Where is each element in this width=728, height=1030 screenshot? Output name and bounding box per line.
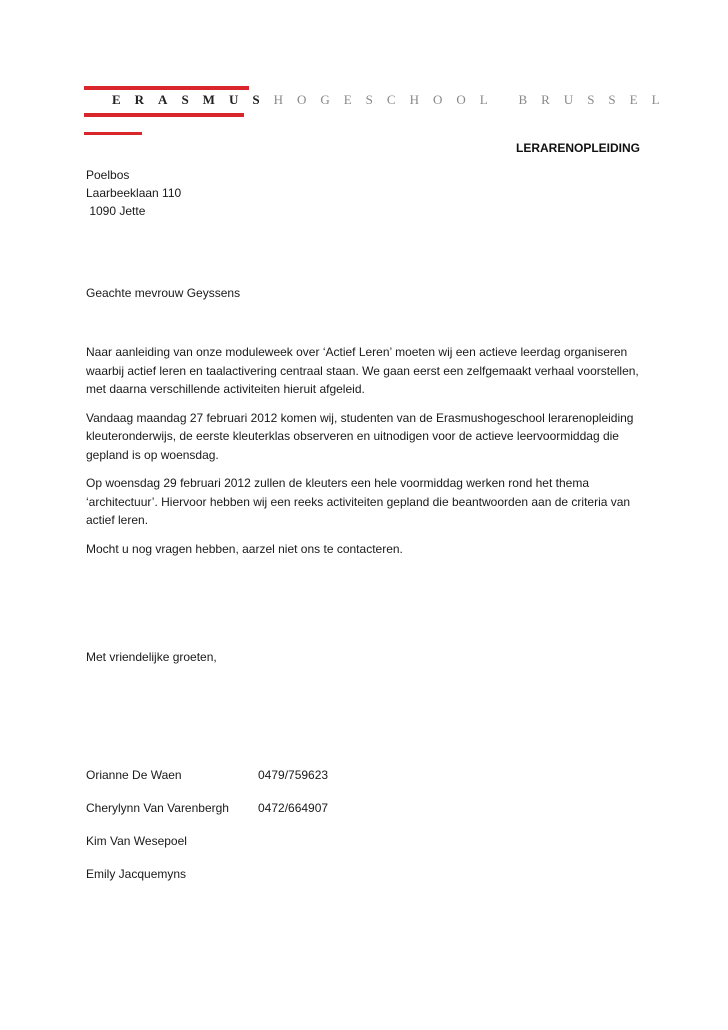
logo-erasmus-text: ERASMUS <box>112 92 274 107</box>
logo-red-bar-top <box>84 86 249 90</box>
signer-name: Kim Van Wesepoel <box>86 834 187 848</box>
signer-phone: 0479/759623 <box>258 768 329 782</box>
signature-row <box>86 768 328 801</box>
address-line-2: Laarbeeklaan 110 <box>86 186 182 200</box>
logo-red-bar-middle <box>84 113 244 117</box>
signer-name: Cherylynn Van Varenbergh <box>86 801 229 815</box>
closing-line: Met vriendelijke groeten, <box>86 650 217 664</box>
address-line-3: 1090 Jette <box>86 204 146 218</box>
recipient-address <box>86 166 181 220</box>
body-paragraph: Vandaag maandag 27 februari 2012 komen wij, studenten van de Erasmushogeschool lerarenopleiding kleuteronderwijs, de eerste kleuterklas observeren en uitnodigen voor de actieve leervoormiddag die gepland is op woensdag. <box>86 410 634 462</box>
salutation: Geachte mevrouw Geyssens <box>86 286 241 300</box>
body-paragraph: Mocht u nog vragen hebben, aarzel niet ons te contacteren. <box>86 541 403 556</box>
logo-red-bar-bottom <box>84 132 142 135</box>
signature-row <box>86 867 328 900</box>
erasmus-logo <box>84 82 674 142</box>
letter-body <box>86 343 652 568</box>
logo-school-text: HOGESCHOOL BRUSSEL <box>273 92 674 107</box>
signature-row <box>86 834 328 867</box>
department-heading: LERARENOPLEIDING <box>515 141 640 155</box>
signature-block <box>86 768 328 900</box>
logo-wordmark <box>112 92 674 107</box>
signer-name: Emily Jacquemyns <box>86 867 187 881</box>
body-paragraph: Naar aanleiding van onze moduleweek over ‘Actief Leren’ moeten wij een actieve leerdag organiseren waarbij actief leren en taalactivering centraal staan. We gaan eerst een zelfgemaakt verhaal voorstellen, met daarna verschillende activiteiten hieruit afgeleid. <box>86 345 639 396</box>
signature-row <box>86 801 328 834</box>
signer-phone: 0472/664907 <box>258 801 329 815</box>
address-line-1: Poelbos <box>86 168 130 182</box>
signer-name: Orianne De Waen <box>86 768 182 782</box>
body-paragraph: Op woensdag 29 februari 2012 zullen de kleuters een hele voormiddag werken rond het thema ‘architectuur’. Hiervoor hebben wij een reeks activiteiten gepland die beantwoorden aan de criteria van actief leren. <box>86 476 631 527</box>
